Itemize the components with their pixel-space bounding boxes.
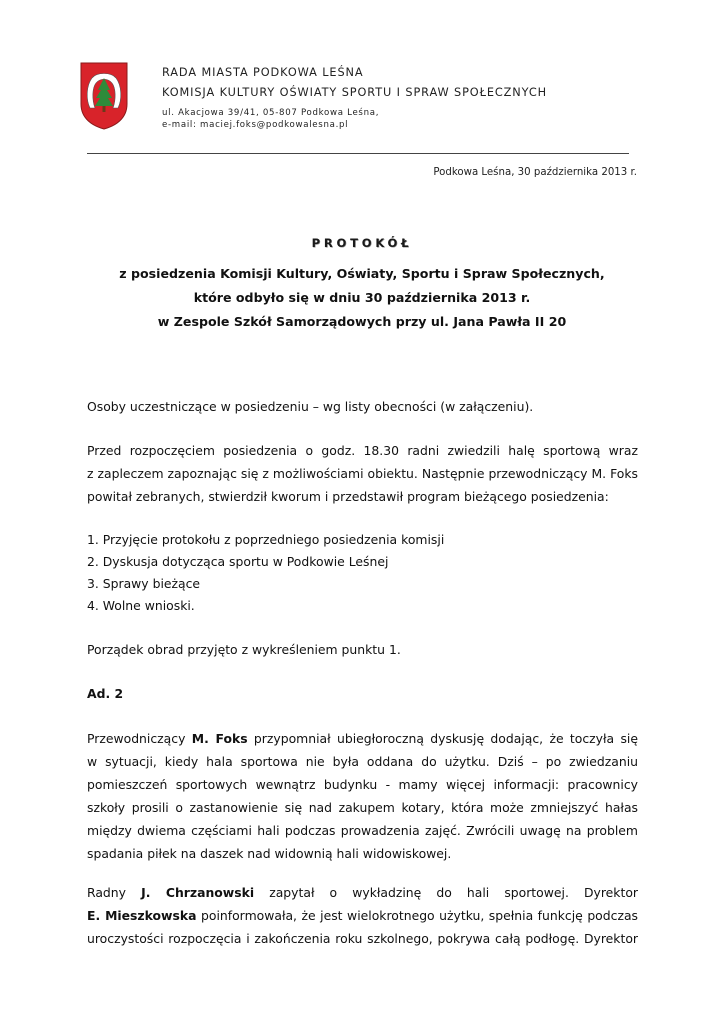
- para2-prefix: Radny: [87, 885, 142, 900]
- para2-line-3: uroczystości rozpoczęcia i zakończenia roku szkolnego, pokrywa całą podłogę. Dyrektor: [87, 931, 638, 946]
- document-title: PROTOKÓŁ: [311, 236, 413, 250]
- org-name: RADA MIASTA PODKOWA LEŚNA: [162, 66, 364, 79]
- committee-name: KOMISJA KULTURY OŚWIATY SPORTU I SPRAW SPOŁECZNYCH: [162, 86, 548, 99]
- para2-line1-rest: zapytał o wykładzinę do hali sportowej. Dyrektor: [254, 885, 639, 900]
- para1-line-6: spadania piłek na daszek nad widownią hali widowiskowej.: [87, 846, 452, 861]
- para1-line-4: szkoły prosili o zastanowienie się nad zakupem kotary, która może zmniejszyć hałas: [87, 800, 638, 815]
- intro-line-2: z zapleczem zapoznając się z możliwościami obiektu. Następnie przewodniczący M. Foks: [87, 466, 638, 481]
- para2-name2: E. Mieszkowska: [87, 908, 197, 923]
- para1-line-2: w sytuacji, kiedy hala sportowa nie była oddana do użytku. Dziś – po zwiedzaniu: [87, 754, 638, 769]
- header-divider: [87, 153, 629, 154]
- subtitle-line-1: z posiedzenia Komisji Kultury, Oświaty, Sportu i Spraw Społecznych,: [119, 266, 605, 281]
- attendance-note: Osoby uczestniczące w posiedzeniu – wg listy obecności (w załączeniu).: [87, 399, 534, 414]
- subtitle-line-3: w Zespole Szkół Samorządowych przy ul. Jana Pawła II 20: [157, 314, 567, 329]
- intro-line-3: powitał zebranych, stwierdził kworum i przedstawił program bieżącego posiedzenia:: [87, 489, 609, 504]
- agenda-item-1: 1. Przyjęcie protokołu z poprzedniego posiedzenia komisji: [87, 532, 445, 547]
- para2-name1: J. Chrzanowski: [141, 885, 255, 900]
- coat-of-arms-icon: [80, 62, 128, 130]
- para1-prefix: Przewodniczący: [87, 731, 192, 746]
- agenda-item-2: 2. Dyskusja dotycząca sportu w Podkowie Leśnej: [87, 554, 389, 569]
- section-heading: Ad. 2: [87, 686, 124, 701]
- para2-line-1: [87, 884, 638, 902]
- agenda-note: Porządek obrad przyjęto z wykreśleniem punktu 1.: [87, 642, 401, 657]
- para2-line2-rest: poinformowała, że jest wielokrotnego użytku, spełnia funkcję podczas: [196, 908, 638, 923]
- para1-name: M. Foks: [191, 731, 248, 746]
- para2-line-2: [87, 907, 638, 925]
- para1-line-1: [87, 730, 638, 748]
- para1-line1-rest: przypomniał ubiegłoroczną dyskusję dodając, że toczyła się: [247, 731, 638, 746]
- para1-line-5: między dwiema częściami hali podczas prowadzenia zajęć. Zwrócili uwagę na problem: [87, 823, 638, 838]
- para1-line-3: pomieszczeń sportowych wewnątrz budynku - mamy więcej informacji: pracownicy: [87, 777, 638, 792]
- agenda-item-4: 4. Wolne wnioski.: [87, 598, 195, 613]
- agenda-item-3: 3. Sprawy bieżące: [87, 576, 201, 591]
- org-address: ul. Akacjowa 39/41, 05-807 Podkowa Leśna,: [162, 108, 380, 118]
- intro-line-1: Przed rozpoczęciem posiedzenia o godz. 18.30 radni zwiedzili halę sportową wraz: [87, 443, 638, 458]
- place-date: Podkowa Leśna, 30 października 2013 r.: [433, 167, 637, 178]
- org-email: e-mail: maciej.foks@podkowalesna.pl: [162, 120, 349, 130]
- subtitle-line-2: które odbyło się w dniu 30 października 2013 r.: [193, 290, 531, 305]
